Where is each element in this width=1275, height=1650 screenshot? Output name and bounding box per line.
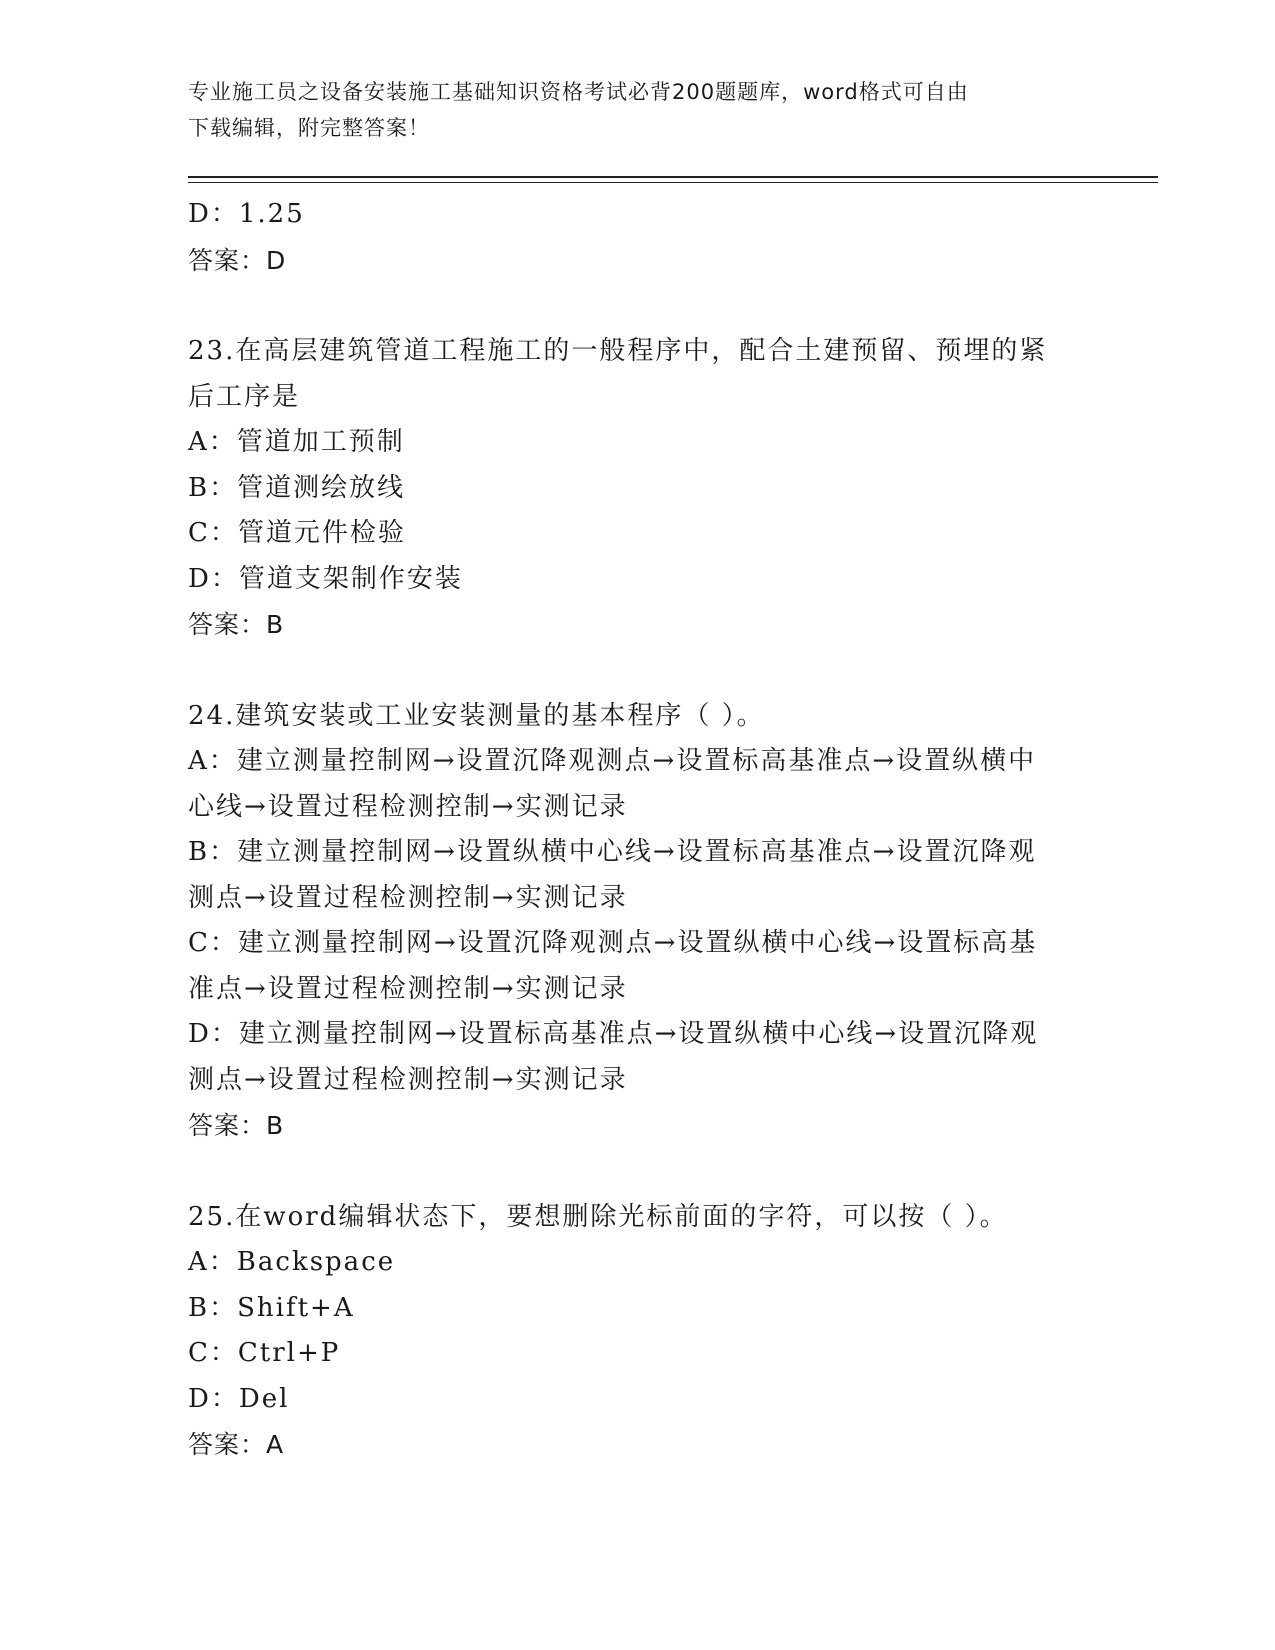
option-a: A：管道加工预制 — [188, 427, 405, 457]
option-a-line-2: 心线→设置过程检测控制→实测记录 — [188, 791, 628, 822]
question-stem: 24.建筑安装或工业安装测量的基本程序（ ）。 — [188, 700, 765, 731]
option-b-line-1: B：建立测量控制网→设置纵横中心线→设置标高基准点→设置沉降观 — [188, 837, 1037, 867]
question-22-tail — [188, 192, 1088, 283]
question-stem: 25.在word编辑状态下，要想删除光标前面的字符，可以按（ ）。 — [188, 1201, 1008, 1232]
header-rule-thick — [188, 176, 1158, 178]
option-c: C：Ctrl+P — [188, 1338, 341, 1368]
question-23 — [188, 329, 1088, 648]
option-c-line-2: 准点→设置过程检测控制→实测记录 — [188, 973, 628, 1004]
question-stem-line-1: 23.在高层建筑管道工程施工的一般程序中，配合土建预留、预埋的紧 — [188, 336, 1048, 366]
option-a: A：Backspace — [188, 1247, 396, 1277]
option-b: B：管道测绘放线 — [188, 472, 406, 503]
option-c-line-1: C：建立测量控制网→设置沉降观测点→设置纵横中心线→设置标高基 — [188, 928, 1038, 958]
answer: 答案：A — [188, 1430, 285, 1459]
header-title-line-2: 下载编辑，附完整答案！ — [188, 116, 430, 140]
header-rule-thin — [188, 182, 1158, 183]
document-body — [188, 192, 1088, 1514]
answer: 答案：B — [188, 1111, 285, 1140]
page-header — [188, 74, 1088, 146]
option-d: D：管道支架制作安装 — [188, 563, 463, 594]
option-b: B：Shift+A — [188, 1292, 355, 1323]
header-title-line-1: 专业施工员之设备安装施工基础知识资格考试必背200题题库，word格式可自由 — [188, 80, 969, 104]
question-stem-line-2: 后工序是 — [188, 381, 301, 412]
option-c: C：管道元件检验 — [188, 518, 406, 548]
answer: 答案：B — [188, 610, 285, 639]
option-d: D：Del — [188, 1383, 290, 1414]
option-a-line-1: A：建立测量控制网→设置沉降观测点→设置标高基准点→设置纵横中 — [188, 746, 1037, 776]
question-25 — [188, 1195, 1088, 1468]
option-d-line-2: 测点→设置过程检测控制→实测记录 — [188, 1064, 628, 1095]
option-d: D：1.25 — [188, 199, 305, 229]
answer: 答案：D — [188, 245, 287, 275]
option-b-line-2: 测点→设置过程检测控制→实测记录 — [188, 882, 628, 913]
question-24 — [188, 694, 1088, 1149]
option-d-line-1: D：建立测量控制网→设置标高基准点→设置纵横中心线→设置沉降观 — [188, 1019, 1039, 1049]
